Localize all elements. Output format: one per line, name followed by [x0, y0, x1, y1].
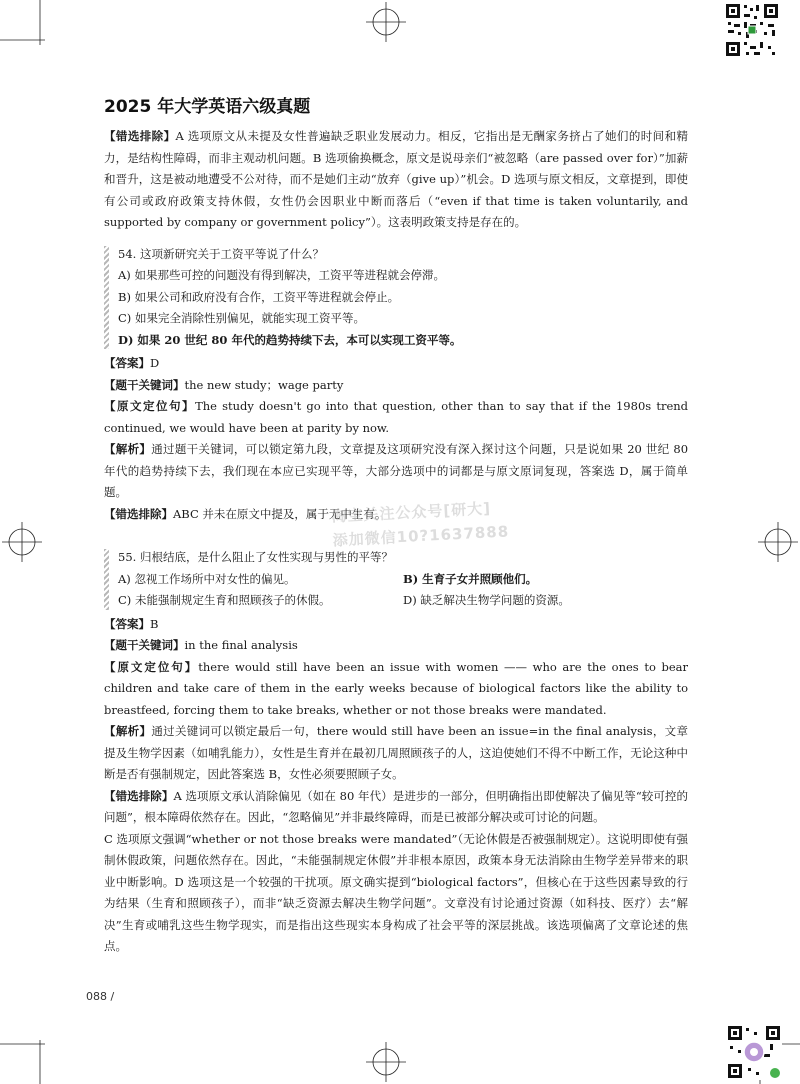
page-number: 088 / — [86, 990, 115, 1003]
q54-keyword — [104, 375, 688, 397]
watermark-line-2: 添加微信10?1637888 — [332, 522, 510, 550]
answer-value: B — [150, 616, 159, 631]
exclude-text: A 选项原文从未提及女性普遍缺乏职业发展动力。相反，它指出是无酬家务挤占了她们的时间和精力，是结构性障碍，而非主观动机问题。B 选项偷换概念，原文是说母亲们“被忽略（are passed over for）”加薪和晋升，这是被动地遭受不公对待，而不是她们主动“放弃（give up）”机会。D 选项与原文相反，文章提到，即使有公司或政府政策支持休假，女性仍会因职业中断而落后（“even if that time is taken voluntarily, and supported by company or government policy”）。这表明政策支持是存在的。 — [104, 129, 688, 229]
q55-analysis — [104, 721, 688, 786]
q54-analysis — [104, 439, 688, 504]
q55-exclude — [104, 786, 688, 829]
q55-keyword — [104, 635, 688, 657]
analysis-tag: 【解析】 — [104, 442, 152, 456]
exclude-tag: 【错选排除】 — [104, 129, 176, 143]
question-55-option-b: B) 生育子女并照顾他们。 — [403, 571, 538, 586]
locate-value: The study doesn't go into that question, other than to say that if the 1980s trend continued, we would have been at parity by now. — [104, 399, 689, 435]
exclude-tag: 【错选排除】 — [104, 506, 173, 521]
analysis-tag: 【解析】 — [104, 724, 152, 738]
question-54-option-a: A) 如果那些可控的问题没有得到解决，工资平等进程就会停滞。 — [118, 268, 445, 282]
q55-answer — [104, 614, 688, 636]
page-content — [104, 126, 688, 958]
exclude-value: ABC 并未在原文中提及，属于无中生有。 — [173, 506, 387, 521]
keyword-value: the new study；wage party — [184, 377, 344, 392]
question-54-option-d: D) 如果 20 世纪 80 年代的趋势持续下去，本可以实现工资平等。 — [118, 332, 462, 347]
question-55-stem: 55. 归根结底，是什么阻止了女性实现与男性的平等？ — [118, 550, 393, 564]
q54-exclude — [104, 504, 688, 526]
locate-tag: 【原文定位句】 — [104, 399, 196, 413]
question-54 — [104, 244, 688, 352]
locate-tag: 【原文定位句】 — [104, 659, 199, 674]
question-54-option-b: B) 如果公司和政府没有合作，工资平等进程就会停止。 — [118, 289, 400, 304]
exclude-value: A 选项原文承认消除偏见（如在 80 年代）是进步的一部分，但明确指出即使解决了偏见等“较可控的问题”，根本障碍依然存在。因此，“忽略偏见”并非最终障碍，而是已被部分解决或可讨论的问题。 — [104, 788, 689, 824]
watermark-line-1: 淘宝关注公众号[研大] — [331, 499, 492, 526]
keyword-tag: 【题干关键词】 — [104, 377, 185, 392]
question-55-option-a: A) 忽视工作场所中对女性的偏见。 — [118, 571, 296, 586]
question-54-option-c: C) 如果完全消除性别偏见，就能实现工资平等。 — [118, 311, 365, 325]
question-54-stem: 54. 这项新研究关于工资平等说了什么？ — [118, 246, 324, 261]
question-55 — [104, 547, 688, 612]
analysis-value: 通过题干关键词，可以锁定第九段，文章提及这项研究没有深入探讨这个问题，只是说如果 20 世纪 80 年代的趋势持续下去，我们现在本应已实现平等，大部分选项中的词都是与原文原词复现，答案选 D，属于简单题。 — [104, 442, 689, 499]
keyword-tag: 【题干关键词】 — [104, 638, 185, 652]
answer-value: D — [150, 356, 160, 370]
q54-locate — [104, 396, 688, 439]
answer-tag: 【答案】 — [104, 616, 150, 631]
keyword-value: in the final analysis — [184, 638, 298, 652]
intro-exclude-paragraph — [104, 126, 688, 234]
analysis-value: 通过关键词可以锁定最后一句，there would still have been an issue=in the final analysis，文章提及生物学因素（如哺乳能力），女性是生育并在最初几周照顾孩子的人，这迫使她们不得不中断工作，无论这种中断是否有强制规定，因此答案选 B，女性必须要照顾子女。 — [104, 724, 688, 781]
question-55-option-c: C) 未能强制规定生育和照顾孩子的休假。 — [118, 593, 331, 607]
question-55-option-d: D) 缺乏解决生物学问题的资源。 — [403, 593, 570, 607]
answer-tag: 【答案】 — [104, 356, 150, 370]
q55-locate — [104, 657, 688, 722]
q55-exclude-continued: C 选项原文强调“whether or not those breaks were mandated”（无论休假是否被强制规定）。这说明即使有强制休假政策，问题依然存在。因此，“未能强制规定休假”并非根本原因，政策本身无法消除由生物学差异带来的职业中断影响。D 选项这是一个较强的干扰项。原文确实提到“biological factors”，但核心在于这些因素导致的行为结果（生育和照顾孩子），而非“缺乏资源去解决生物学问题”。文章没有讨论通过资源（如科技、医疗）去“解决”生育或哺乳这些生物学现实，而是指出这些现实本身构成了社会平等的深层挑战。该选项偏离了文章论述的焦点。 — [104, 831, 688, 953]
qr-code-top — [724, 2, 780, 58]
locate-value: there would still have been an issue with women —— who are the ones to bear children and take care of them in the early weeks because of biological factors like the ability to breastfeed, forcing them to take breaks, whether or not those breaks were mandated. — [104, 659, 689, 717]
q54-answer — [104, 353, 688, 375]
page-title: 2025 年大学英语六级真题 — [104, 97, 311, 117]
exclude-tag: 【错选排除】 — [104, 788, 174, 803]
qr-code-bottom — [726, 1024, 782, 1080]
